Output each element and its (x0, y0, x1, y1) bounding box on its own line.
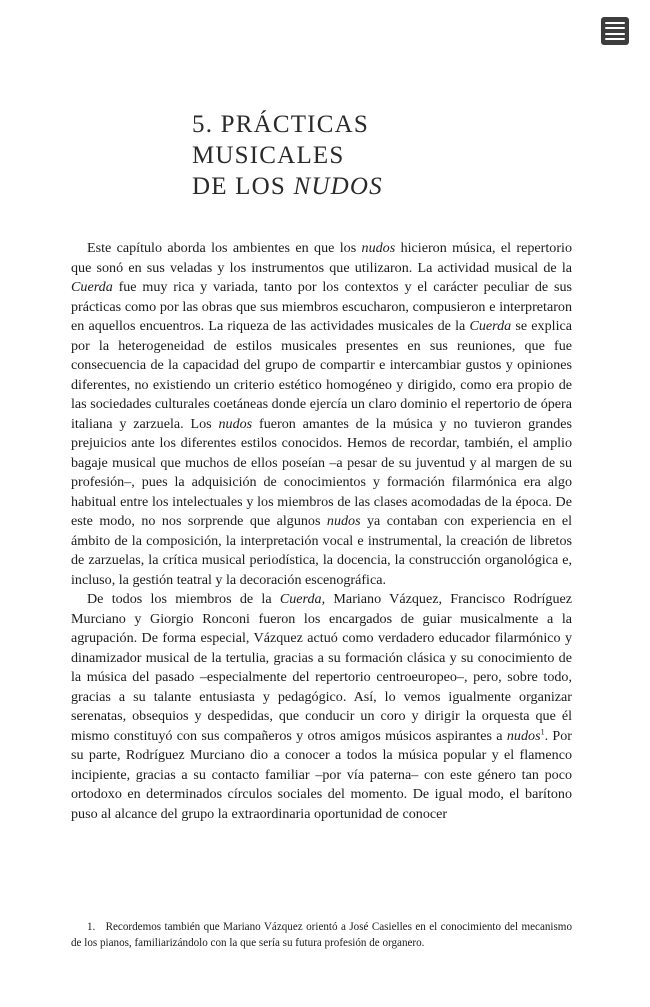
menu-icon-line (605, 27, 625, 29)
menu-list-icon[interactable] (601, 17, 629, 45)
paragraph-text: se explica por la heterogeneidad de estilos musicales presentes en sus reuniones, que fue consecuencia de la capacidad del grupo de compartir e intercambiar gustos y opiniones diferentes, no existiendo un criterio estético homogéneo y dirigido, como era propio de las sociedades culturales coetáneas donde ejercía un claro dominio el repertorio de ópera italiana y zarzuela. Los (71, 318, 572, 432)
paragraph-text: ya contaban con experiencia en el ámbito de la composición, la interpretación vocal e instrumental, la creación de libretos de zarzuelas, la crítica musical periodística, la docencia, la construcción organológica e, incluso, la gestión teatral y la decoración escenográfica. (71, 513, 573, 588)
footnote (71, 919, 572, 951)
italic-text: Cuerda (469, 318, 512, 334)
chapter-title-line: MUSICALES (192, 142, 345, 169)
body-text (71, 239, 572, 824)
italic-text: Cuerda (71, 279, 113, 295)
paragraph-text: fue muy rica y variada, tanto por los contextos y el carácter peculiar de sus prácticas como por las obras que sus miembros escucharon, compusieron e interpretaron en aquellos encuentros. La riqueza de las actividades musicales de la (71, 279, 572, 334)
italic-text: Cuerda, (279, 591, 326, 607)
paragraph-text: hicieron música, el repertorio que sonó en sus veladas y los instrumentos que utilizaron. La actividad musical de la (71, 240, 572, 276)
italic-text: nudos (361, 240, 396, 256)
chapter-title-line: 5. PRÁCTICAS (192, 111, 369, 138)
footnote-ref[interactable]: 1 (540, 726, 545, 736)
chapter-title-italic: NUDOS (293, 173, 383, 200)
menu-icon-line (605, 33, 625, 35)
paragraph-text: fueron amantes de la música y no tuvieron grandes prejuicios ante los diferentes estilos conocidos. Hemos de recordar, también, el amplio bagaje musical que muchos de ellos poseían –a pesar de su juventud y al margen de su profesión–, pues la adquisición de conocimientos y formación filarmónica era algo habitual entre los intelectuales y los miembros de las clases acomodadas de la época. De este modo, no nos sorprende que algunos (71, 415, 572, 529)
menu-icon-line (605, 22, 625, 24)
chapter-title-line (192, 171, 383, 202)
italic-text: nudos (506, 727, 541, 744)
chapter-title (192, 109, 383, 202)
menu-icon-line (605, 38, 625, 40)
body-paragraph (71, 239, 572, 590)
footnote-paragraph (71, 919, 572, 951)
paragraph-text: De todos los miembros de la (87, 591, 280, 607)
chapter-title-text: DE LOS (192, 173, 294, 200)
footnote-number: 1. (87, 921, 96, 933)
italic-text: nudos (326, 513, 361, 529)
paragraph-text: Mariano Vázquez, Francisco Rodríguez Murciano y Giorgio Ronconi fueron los encargados de guiar musicalmente a la agrupación. De forma especial, Vázquez actuó como verdadero educador filarmónico y dinamizador musical de la tertulia, gracias a su formación clásica y su conocimiento de la música del pasado –especialmente del repertorio centroeuropeo–, pero, sobre todo, gracias a su talante entusiasta y pedagógico. Así, lo vemos igualmente organizar serenatas, obsequios y despedidas, que conducir un coro y dirigir la orquesta que él mismo constituyó con sus compañeros y otros amigos músicos aspirantes a (71, 591, 572, 744)
paragraph-text: . Por su parte, Rodríguez Murciano dio a conocer a todos la música popular y el flamenco incipiente, gracias a su contacto familiar –por vía paterna– con este género tan poco ortodoxo en determinados círculos sociales del momento. De igual modo, el barítono puso al alcance del grupo la extraordinaria oportunidad de conocer (71, 727, 572, 822)
footnote-text: Recordemos también que Mariano Vázquez orientó a José Casielles en el conocimiento del mecanismo de los pianos, familiarizándolo con la que sería su futura profesión de organero. (71, 921, 572, 949)
italic-text: nudos (218, 415, 253, 432)
body-paragraph (71, 590, 572, 824)
paragraph-text: Este capítulo aborda los ambientes en que los (87, 240, 362, 256)
